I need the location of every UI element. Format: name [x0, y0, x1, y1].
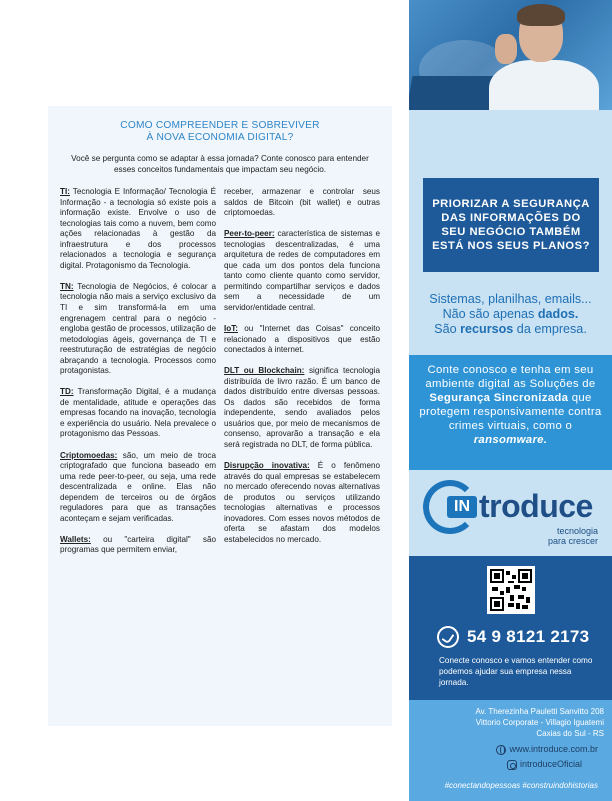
qr-code[interactable]: [487, 566, 535, 614]
glossary-term: Disrupção inovativa:: [224, 461, 310, 471]
article-columns: [60, 187, 380, 566]
glossary-definition: ou "Internet das Coisas" conceito relacionado a dispositivos que estão conectados à internet.: [224, 324, 380, 355]
glossary-entry: [60, 387, 216, 440]
address-line-1: Av. Therezinha Pauletti Sanvitto 208: [475, 707, 604, 716]
contact-note: Conecte conosco e vamos entender como podemos ajudar sua empresa nessa jornada.: [439, 656, 593, 687]
logo-tagline-2: para crescer: [547, 536, 598, 546]
phone-row[interactable]: [437, 626, 589, 648]
glossary-term: Peer-to-peer:: [224, 229, 275, 239]
logo-tagline: [548, 526, 598, 546]
offer-box: [409, 355, 612, 470]
tagline-text: Não são apenas: [442, 307, 538, 321]
glossary-definition: Transformação Digital, é a mudança de mentalidade, atitude e operações das empresas focando na inovação, tecnologia e experiência do usuário. Nela prevalece o protagonismo das Pessoas.: [60, 387, 216, 439]
article-column-right: [224, 187, 380, 566]
tagline-line-1: Sistemas, planilhas, emails...: [429, 292, 592, 306]
glossary-entry: [224, 229, 380, 313]
logo: [409, 470, 612, 556]
glossary-term: TI:: [60, 187, 70, 196]
glossary-entry: [224, 461, 380, 545]
website-link[interactable]: www.introduce.com.br: [509, 744, 598, 754]
tagline-text: da empresa.: [513, 322, 587, 336]
person-body: [489, 60, 599, 110]
instagram-row[interactable]: [507, 759, 582, 770]
glossary-term: TN:: [60, 281, 74, 291]
offer-text: [419, 363, 602, 447]
logo-tagline-1: tecnologia: [556, 526, 598, 536]
glossary-definition: são, um meio de troca criptografado que funciona baseado em uma rede peer-to-peer, ou seja, uma rede descentralizada e online. Elas não dependem de terceiros ou de órgãos reguladores para que as transações aconteçam e sejam verificadas.: [60, 450, 216, 523]
glossary-entry: [60, 535, 216, 556]
whatsapp-icon: [437, 626, 459, 648]
glossary-entry: [224, 366, 380, 450]
article-panel: [48, 106, 392, 726]
glossary-term: TD:: [60, 387, 74, 397]
hero-photo: [409, 0, 612, 110]
phone-number[interactable]: 54 9 8121 2173: [467, 627, 590, 646]
address-line-3: Caxias do Sul - RS: [536, 729, 604, 738]
headline-text: PRIORIZAR A SEGURANÇA DAS INFORMAÇÕES DO SEU NEGÓCIO TAMBÉM ESTÁ NOS SEUS PLANOS?: [432, 198, 590, 252]
tagline-line-3: [409, 322, 612, 337]
glossary-term: Wallets:: [60, 534, 91, 544]
offer-text-a: Conte conosco e tenha em seu ambiente digital as Soluções de: [425, 364, 596, 390]
article-title-line-2: À NOVA ECONOMIA DIGITAL?: [146, 132, 294, 143]
glossary-entry: [224, 324, 380, 356]
article-intro: Você se pergunta como se adaptar à essa jornada? Conte conosco para entender esses conceitos fundamentais que impactam seu negócio.: [71, 154, 369, 174]
tagline-bold-dados: dados.: [537, 307, 579, 321]
article-column-left: [60, 187, 216, 566]
offer-highlight: Segurança Sincronizada: [429, 392, 569, 404]
glossary-definition: ou "carteira digital" são programas que permitem enviar,: [60, 534, 216, 555]
glossary-entry: [60, 282, 216, 377]
glossary-term: DLT ou Blockchain:: [224, 366, 305, 376]
offer-text-c: que protegem responsivamente contra crimes virtuais, como o: [419, 392, 602, 432]
glossary-definition: receber, armazenar e controlar seus saldos de Bitcoin (bit wallet) e outras criptomoedas.: [224, 187, 380, 218]
tagline-text: São: [434, 322, 461, 336]
glossary-term: Criptomoedas:: [60, 450, 118, 460]
logo-in: IN: [447, 496, 477, 518]
person-hand: [495, 34, 517, 64]
glossary-definition: significa tecnologia distribuída de livro razão. É um banco de dados distribuído entre diversas pessoas. Os dados são recebidos de forma independente, sendo avaliados pelos usuários que, por meio de mecanismos de consenso, aprovarão a transação e ela será registrada no DLT, de forma pública.: [224, 366, 380, 449]
glossary-definition: Tecnologia E Informação/ Tecnologia É Informação - a tecnologia só existe pois a informação existe. Envolve o uso de tecnologias tais como a nuvem, bem como ações relacionadas à gestão da infraestrutura e dos processos relacionados a tecnologia e segurança digital. Protagonismo da Tecnologia.: [60, 187, 216, 270]
address: [409, 706, 604, 739]
tagline-line-2: [409, 307, 612, 322]
glossary-entry: [60, 187, 216, 271]
glossary-definition: característica de sistemas e tecnologias descentralizadas, é uma arquitetura de redes de computadores em que cada um dos pontos dela funciona tanto como cliente quanto como servidor, permitindo compartilhar serviços e dados sem a necessidade de um servidor/entidade central.: [224, 229, 380, 312]
person-hair: [517, 4, 565, 26]
glossary-entry: [60, 451, 216, 525]
website-row[interactable]: [496, 744, 598, 755]
logo-wordmark: troduce: [479, 488, 593, 524]
glossary-definition: Tecnologia de Negócios, é colocar a tecnologia não mais a serviço exclusivo da TI e sim transformá-la em uma engrenagem central para o negócio - engloba gestão de processos, utilização de metodologias ágeis, governança de TI e reestruturação de estratégias de negócio abraçando a tecnologia. Processos como protagonistas.: [60, 281, 216, 376]
glossary-entry: [224, 187, 380, 219]
qr-code-icon: [490, 569, 532, 611]
hashtags: #conectandopessoas #construindohistorias: [444, 781, 598, 790]
glossary-definition: É o fenômeno através do qual empresas se estabelecem no mercado oferecendo novas alternativas de produtos ou serviços utilizando tecnologias alternativas e processos inovadores. Com esses novos métodos de oferta se afastam dos modelos estabelecidos no mercado.: [224, 461, 380, 544]
offer-ransomware: ransomware.: [473, 434, 548, 446]
headline-box: [423, 178, 599, 272]
globe-icon: [496, 745, 506, 755]
glossary-term: IoT:: [224, 324, 238, 334]
article-title: [60, 120, 380, 144]
tagline-bold-recursos: recursos: [460, 322, 514, 336]
instagram-link[interactable]: introduceOficial: [519, 759, 582, 769]
tagline: [409, 292, 612, 337]
article-title-line-1: COMO COMPREENDER E SOBREVIVER: [120, 120, 320, 131]
address-line-2: Vittorio Corporate - Villagio Iguatemi: [475, 718, 604, 727]
instagram-icon: [507, 760, 517, 770]
